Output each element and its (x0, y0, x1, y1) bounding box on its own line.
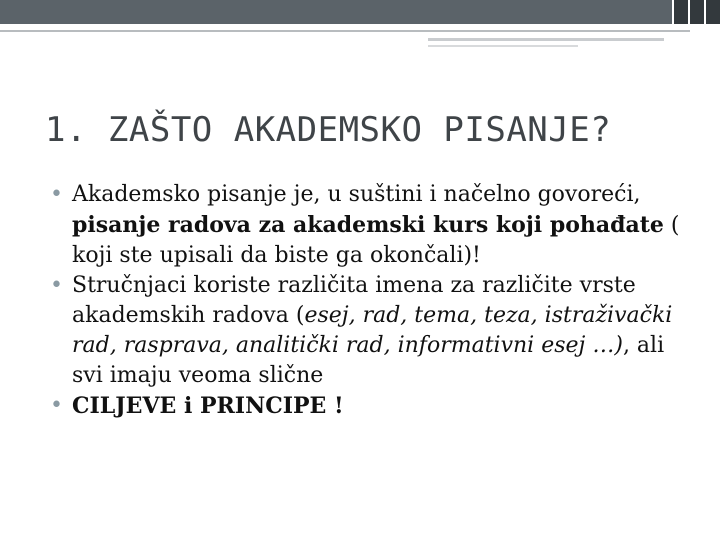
bullet-text-italic: esej, rad, tema, teza, istraživački rad, rasprava, analitički rad, informativni esej …) (72, 303, 673, 358)
bullet-marker: • (50, 273, 63, 298)
header-rule (0, 30, 690, 32)
bullet-item (50, 391, 700, 422)
band-separator (672, 0, 674, 24)
bullet-text: Stručnjaci koriste različita imena za različite vrste akademskih radova ( (72, 273, 636, 328)
top-band-dark-block (672, 0, 720, 24)
bullet-text-bold: CILJEVE i PRINCIPE ! (72, 393, 344, 419)
header-rule-accent (428, 38, 664, 41)
bullet-item (50, 271, 700, 391)
bullet-text-bold: pisanje radova za akademski kurs koji pohađate (72, 212, 664, 238)
bullet-text: ( koji ste upisali da biste ga okončali)! (72, 213, 680, 268)
band-separator (704, 0, 706, 24)
header-rule-accent-short (428, 45, 578, 47)
band-separator (688, 0, 690, 24)
top-band (0, 0, 720, 24)
bullet-text: , ali svi imaju veoma slične (72, 333, 665, 388)
bullet-item (50, 180, 700, 271)
bullet-list (50, 180, 700, 422)
bullet-marker: • (50, 393, 63, 418)
bullet-marker: • (50, 182, 63, 207)
slide-title: 1. ZAŠTO AKADEMSKO PISANJE? (45, 110, 612, 150)
bullet-text: Akademsko pisanje je, u suštini i načelno govoreći, (72, 182, 641, 207)
